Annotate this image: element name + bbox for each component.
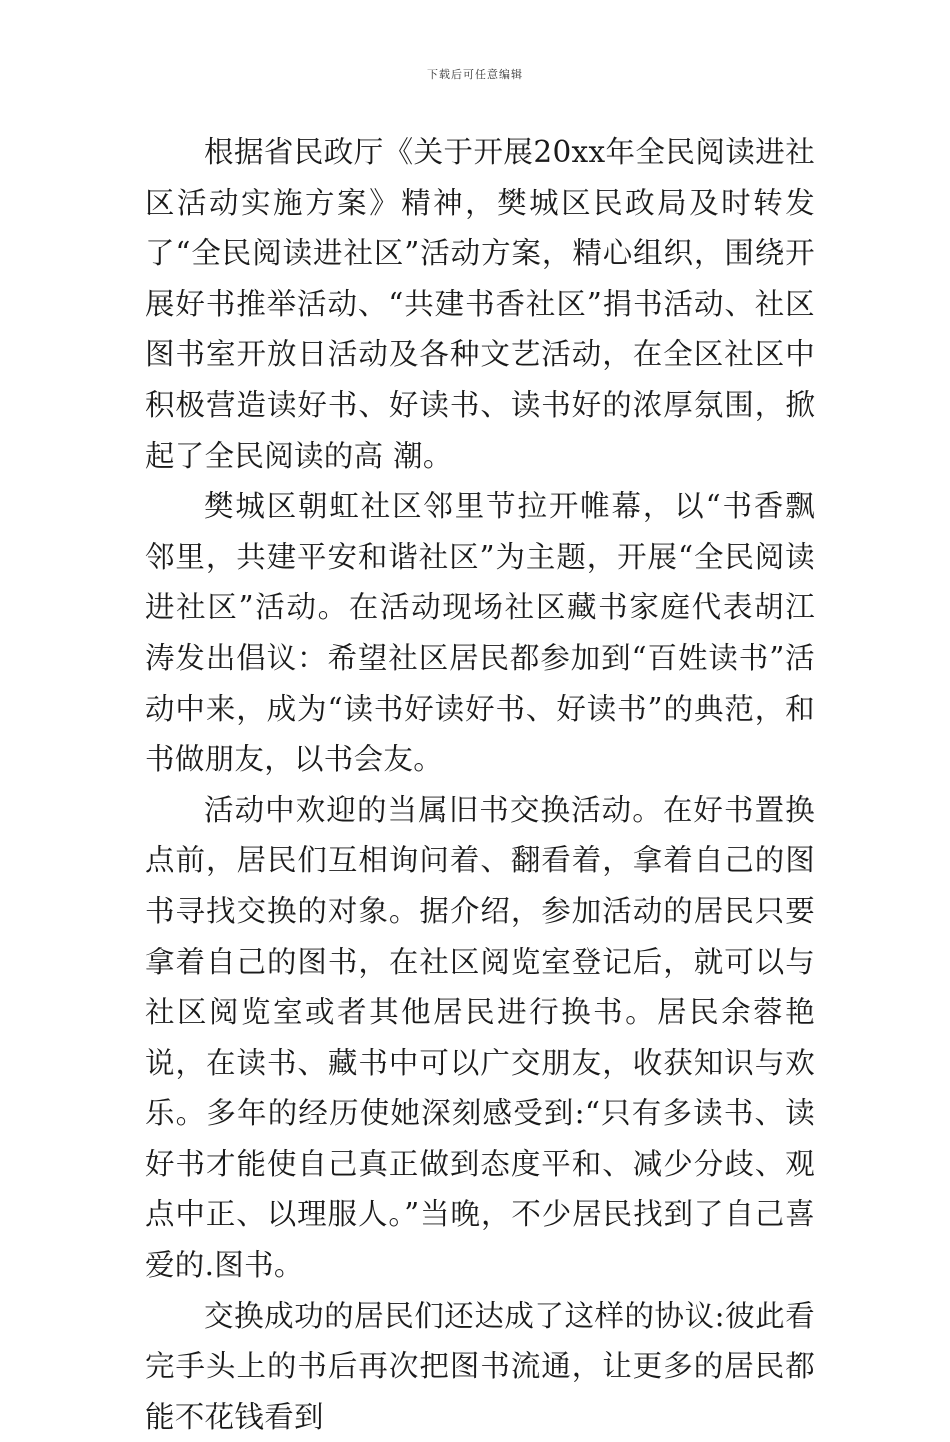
document-body <box>145 127 815 1442</box>
page-header-note: 下载后可任意编辑 <box>427 68 523 81</box>
paragraph-1: 根据省民政厅《关于开展20xx年全民阅读进社区活动实施方案》精神，樊城区民政局及时转发了“全民阅读进社区”活动方案，精心组织，围绕开展好书推举活动、“共建书香社区”捐书活动、社区图书室开放日活动及各种文艺活动，在全区社区中积极营造读好书、好读书、读书好的浓厚氛围，掀起了全民阅读的高 潮。 <box>145 135 815 473</box>
paragraph-2: 樊城区朝虹社区邻里节拉开帷幕，以“书香飘邻里，共建平安和谐社区”为主题，开展“全民阅读进社区”活动。在活动现场社区藏书家庭代表胡江涛发出倡议：希望社区居民都参加到“百姓读书”活动中来，成为“读书好读好书、好读书”的典范，和书做朋友，以书会友。 <box>145 489 815 777</box>
paragraph-3: 活动中欢迎的当属旧书交换活动。在好书置换点前，居民们互相询问着、翻看着，拿着自己的图书寻找交换的对象。据介绍，参加活动的居民只要拿着自己的图书，在社区阅览室登记后，就可以与社区阅览室或者其他居民进行换书。居民余蓉艳说，在读书、藏书中可以广交朋友，收获知识与欢乐。多年的经历使她深刻感受到:“只有多读书、读好书才能使自己真正做到态度平和、减少分歧、观点中正、以理服人。”当晚，不少居民找到了自己喜爱的.图书。 <box>145 792 815 1283</box>
paragraph-4: 交换成功的居民们还达成了这样的协议:彼此看完手头上的书后再次把图书流通，让更多的居民都能不花钱看到 <box>145 1298 815 1434</box>
